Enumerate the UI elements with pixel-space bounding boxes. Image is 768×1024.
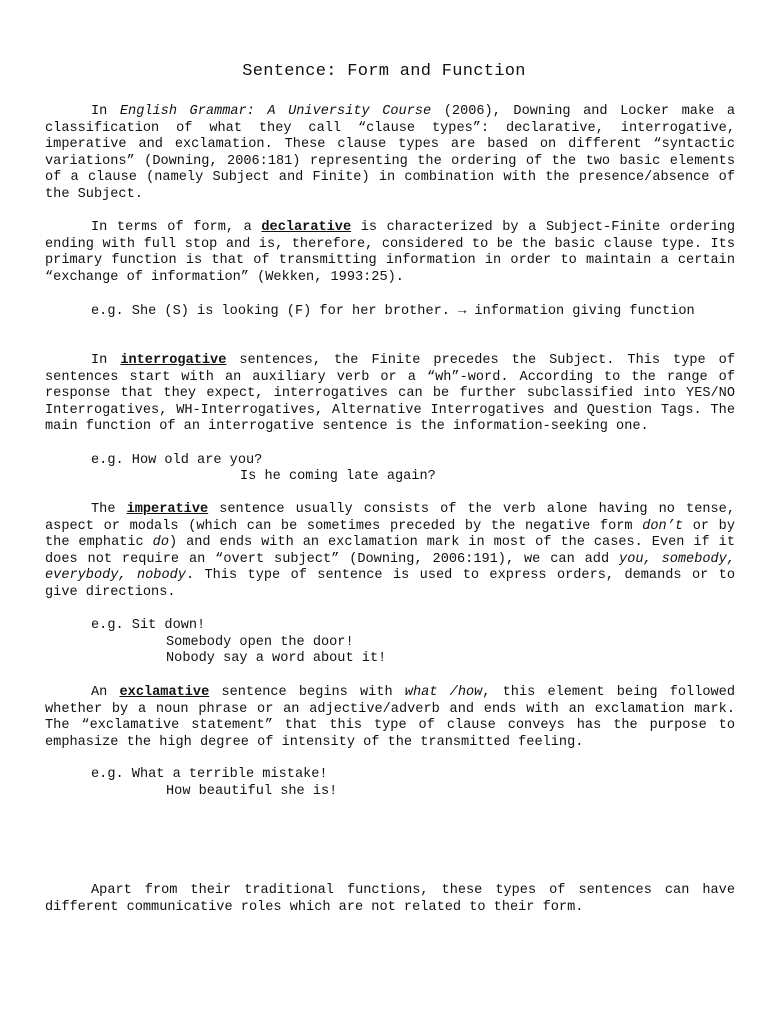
exclamative-text-start: An	[91, 685, 120, 700]
intro-text-rest: (2006), Downing and Locker make a classification of what they call “clause types”: declarative, interrogative, imperative and exclamation. These clause types are based on different “syntactic variations” (Downing, 2006:181) representing the ordering of the two basic elements of a clause (namely Subject and Finite) in combination with the presence/absence of the Subject.	[45, 104, 735, 202]
pronoun-list: you, somebody, everybody, nobody	[45, 551, 735, 583]
exclamative-example-1: e.g. What a terrible mistake!	[91, 767, 328, 782]
exclamative-example-2: How beautiful she is!	[166, 784, 338, 799]
declarative-example	[45, 304, 735, 321]
term-declarative: declarative	[261, 220, 352, 235]
interrogative-text-start: In	[91, 353, 121, 368]
imperative-text-d: . This type of sentence is used to express orders, demands or to give directions.	[45, 568, 735, 600]
term-imperative: imperative	[126, 502, 209, 517]
declarative-text-rest: is characterized by a Subject-Finite ordering ending with full stop and is, therefore, considered to be the basic clause type. Its primary function is that of transmitting information in order to maintain a certain “exchange of information” (Wekken, 1993:25).	[45, 220, 736, 285]
paragraph-exclamative	[45, 685, 735, 751]
term-interrogative: interrogative	[120, 353, 227, 368]
imperative-example-3: Nobody say a word about it!	[166, 651, 387, 666]
term-exclamative: exclamative	[119, 685, 210, 700]
exclamative-text-b: , this element being followed whether by a noun phrase or an adjective/adverb and ends with an exclamation mark. The “exclamative statement” that this type of clause conveys has the purpose to emphasize the high degree of intensity of the transmitted feeling.	[45, 685, 735, 750]
imperative-text-b: or by the emphatic	[45, 518, 735, 550]
interrogative-text-rest: sentences, the Finite precedes the Subject. This type of sentences start with an auxiliary verb or a “wh”-word. According to the range of response that they expect, interrogatives can be further subclassified into YES/NO Interrogatives, WH-Interrogatives, Alternative Interrogatives and Question Tags. The main function of an interrogative sentence is the information-seeking one.	[45, 353, 735, 434]
word-do: do	[152, 535, 169, 550]
page-title: Sentence: Form and Function	[242, 62, 526, 81]
imperative-example-2: Somebody open the door!	[166, 635, 354, 650]
imperative-text-a: sentence usually consists of the verb alone having no tense, aspect or modals (which can be sometimes preceded by the negative form	[45, 502, 735, 534]
interrogative-example-2: Is he coming late again?	[240, 469, 436, 484]
imperative-example-1: e.g. Sit down!	[91, 618, 206, 633]
declarative-text-start: In terms of form, a	[91, 220, 262, 235]
word-what-how: what /how	[404, 685, 483, 700]
paragraph-conclusion	[45, 883, 735, 916]
paragraph-declarative	[45, 220, 735, 286]
book-title: English Grammar: A University Course	[119, 104, 432, 119]
paragraph-imperative	[45, 502, 735, 601]
interrogative-example-1: e.g. How old are you?	[91, 453, 263, 468]
conclusion-text: Apart from their traditional functions, these types of sentences can have different communicative roles which are not related to their form.	[45, 883, 735, 915]
word-dont: don’t	[642, 518, 684, 534]
paragraph-interrogative	[45, 353, 735, 436]
declarative-example-text: e.g. She (S) is looking (F) for her brother. → information giving function	[91, 304, 695, 319]
paragraph-intro	[45, 104, 735, 203]
intro-text-start: In	[91, 104, 120, 119]
imperative-text-start: The	[91, 502, 127, 517]
imperative-text-c: ) and ends with an exclamation mark in most of the cases. Even if it does not require an “overt subject” (Downing, 2006:191), we can add	[45, 535, 735, 567]
exclamative-text-a: sentence begins with	[209, 685, 405, 700]
